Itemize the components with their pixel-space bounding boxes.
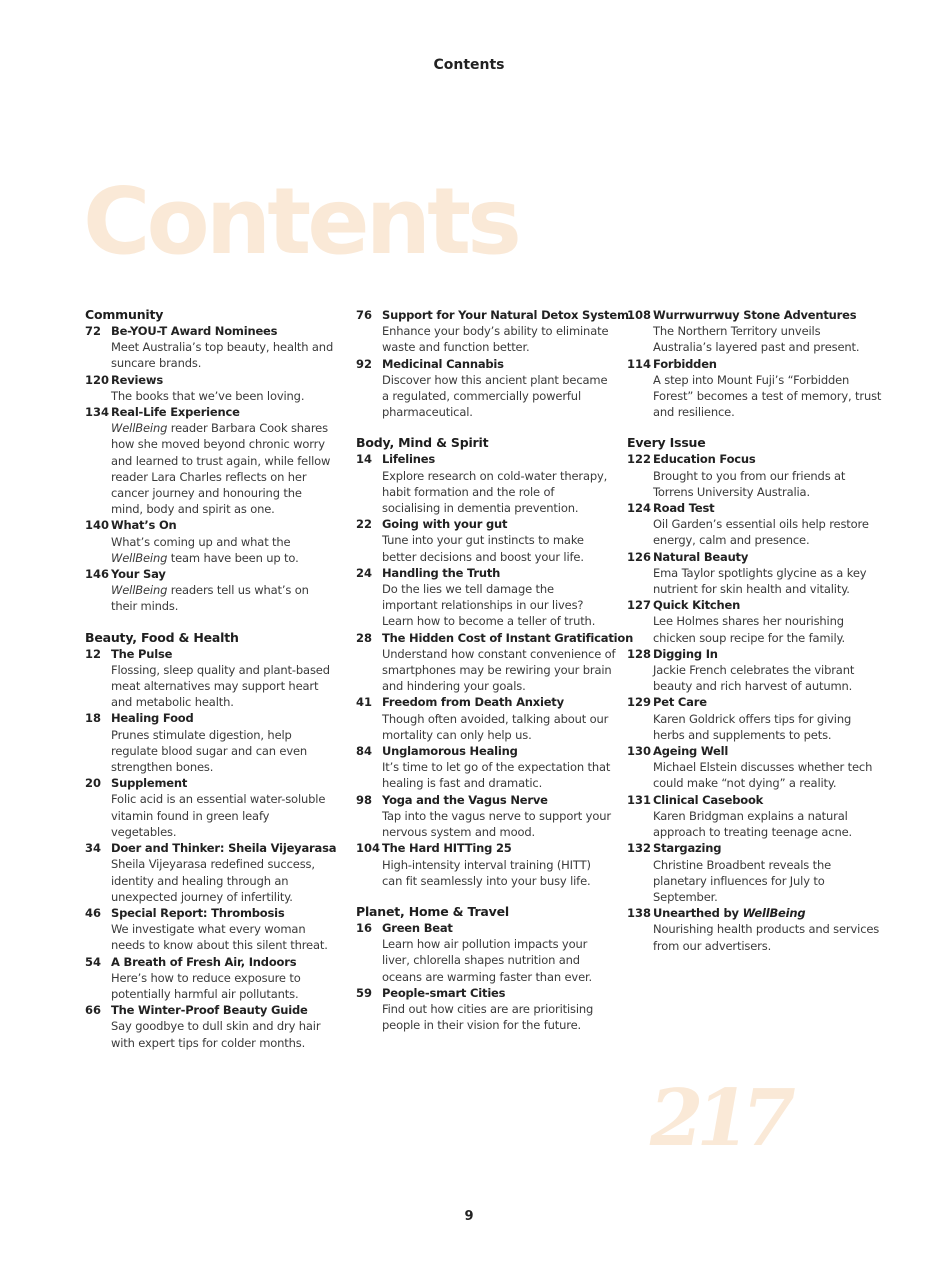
- entry-title: Digging In: [653, 646, 718, 661]
- entry-description: Learn how air pollution impacts your liver, chlorella shapes nutrition and oceans are warming faster than ever.: [382, 937, 593, 984]
- entry-page-number: 108: [627, 308, 652, 322]
- entry-title: Education Focus: [653, 452, 756, 467]
- contents-entry[interactable]: [356, 565, 611, 630]
- entry-description: Understand how constant convenience of smartphones may be rewiring your brain and hindering your goals.: [382, 646, 616, 694]
- entry-title: Lifelines: [382, 452, 435, 467]
- entry-page-number: 14: [356, 452, 373, 467]
- entry-page-number: 54: [85, 954, 102, 969]
- contents-entry[interactable]: [627, 743, 882, 792]
- entry-description: We investigate what every woman needs to know about this silent threat.: [111, 922, 328, 953]
- entry-description: High-intensity interval training (HITT) can fit seamlessly into your busy life.: [382, 857, 591, 888]
- entry-page-number: 46: [85, 905, 102, 920]
- entry-title: Going with your gut: [382, 517, 508, 532]
- contents-entry[interactable]: [85, 566, 335, 615]
- entry-title: Forbidden: [653, 356, 717, 371]
- contents-entry[interactable]: [356, 840, 611, 889]
- entry-description: The Northern Territory unveils Australia’s layered past and present.: [653, 324, 860, 355]
- entry-page-number: 72: [85, 324, 102, 338]
- entry-title: Medicinal Cannabis: [382, 356, 504, 371]
- entry-description: Meet Australia’s top beauty, health and suncare brands.: [111, 340, 334, 371]
- contents-entry[interactable]: [85, 1002, 335, 1051]
- contents-entry[interactable]: [356, 792, 611, 841]
- contents-entry[interactable]: [627, 307, 882, 356]
- contents-column-1: [85, 307, 335, 1066]
- entry-page-number: 146: [85, 567, 110, 582]
- entry-page-number: 20: [85, 776, 102, 791]
- entry-page-number: 120: [85, 372, 110, 387]
- entry-description: Tap into the vagus nerve to support your nervous system and mood.: [382, 808, 611, 840]
- entry-description: Brought to you from our friends at Torrens University Australia.: [653, 468, 846, 499]
- contents-entry[interactable]: [85, 840, 335, 905]
- entry-title: What’s On: [111, 518, 177, 533]
- entry-title: Natural Beauty: [653, 549, 749, 564]
- entry-title: Doer and Thinker: Sheila Vijeyarasa: [111, 841, 337, 856]
- entry-title: Green Beat: [382, 920, 453, 935]
- contents-entry[interactable]: [356, 516, 611, 565]
- entry-title: The Hidden Cost of Instant Gratification: [382, 630, 634, 645]
- entry-description: Explore research on cold-water therapy, habit formation and the role of socialising in dementia prevention.: [382, 468, 608, 516]
- contents-entry[interactable]: [627, 500, 882, 549]
- entry-title: Unglamorous Healing: [382, 744, 518, 759]
- entry-title: Yoga and the Vagus Nerve: [382, 792, 548, 807]
- entry-page-number: 59: [356, 985, 373, 1000]
- entry-description: Lee Holmes shares her nourishing chicken soup recipe for the family.: [653, 614, 846, 645]
- contents-entry[interactable]: [356, 920, 611, 985]
- entry-title: The Pulse: [111, 646, 173, 661]
- contents-column-2: [356, 307, 634, 1048]
- entry-page-number: 104: [356, 841, 381, 856]
- entry-title: A Breath of Fresh Air, Indoors: [111, 954, 297, 969]
- entry-title: Your Say: [111, 567, 166, 582]
- entry-description: Though often avoided, talking about our mortality can only help us.: [382, 711, 609, 742]
- entry-title: Supplement: [111, 776, 188, 791]
- entry-description: Sheila Vijeyarasa redefined success, identity and healing through an unexpected journey of infertility.: [111, 857, 315, 904]
- contents-entry[interactable]: [627, 840, 882, 905]
- contents-section: [627, 435, 882, 953]
- entry-description: Folic acid is an essential water-soluble vitamin found in green leafy vegetables.: [111, 792, 326, 839]
- entry-description: Ema Taylor spotlights glycine as a key nutrient for skin health and vitality.: [653, 565, 867, 597]
- entry-description: Discover how this ancient plant became a regulated, commercially powerful pharmaceutical.: [382, 372, 608, 420]
- contents-entry[interactable]: [627, 549, 882, 598]
- entry-description: Nourishing health products and services from our advertisers.: [653, 922, 880, 953]
- contents-entry[interactable]: [627, 451, 882, 500]
- entry-description: What’s coming up and what the WellBeing team have been up to.: [111, 534, 299, 565]
- entry-page-number: 92: [356, 356, 373, 371]
- contents-column-3: [627, 307, 882, 969]
- entry-title: Handling the Truth: [382, 565, 501, 580]
- entry-title: Be-YOU-T Award Nominees: [111, 324, 278, 338]
- entry-description: Say goodbye to dull skin and dry hair with expert tips for colder months.: [111, 1019, 321, 1050]
- entry-title: Special Report: Thrombosis: [111, 905, 285, 920]
- entry-title: Stargazing: [653, 841, 722, 856]
- entry-page-number: 98: [356, 792, 373, 807]
- entry-page-number: 22: [356, 517, 373, 532]
- entry-description: Find out how cities are are prioritising people in their vision for the future.: [382, 1001, 594, 1033]
- entry-page-number: 129: [627, 695, 652, 710]
- entry-title: Reviews: [111, 372, 163, 387]
- contents-entry[interactable]: [356, 356, 611, 421]
- entry-page-number: 138: [627, 906, 652, 921]
- contents-entry[interactable]: [85, 517, 335, 566]
- contents-entry[interactable]: [85, 323, 335, 372]
- entry-page-number: 12: [85, 646, 102, 661]
- entry-description: Here’s how to reduce exposure to potentially harmful air pollutants.: [111, 970, 301, 1001]
- entry-description: Prunes stimulate digestion, help regulate blood sugar and can even strengthen bones.: [111, 727, 308, 775]
- entry-description: Flossing, sleep quality and plant-based meat alternatives may support heart and metabolic health.: [111, 662, 330, 710]
- contents-entry[interactable]: [356, 451, 611, 516]
- entry-page-number: 24: [356, 565, 373, 580]
- entry-title: People-smart Cities: [382, 985, 506, 1000]
- entry-description: Jackie French celebrates the vibrant beauty and rich harvest of autumn.: [653, 663, 855, 694]
- contents-entry[interactable]: [627, 356, 882, 421]
- entry-description: Michael Elstein discusses whether tech could make “not dying” a reality.: [653, 760, 873, 791]
- entry-page-number: 34: [85, 841, 102, 856]
- contents-entry[interactable]: [627, 905, 882, 954]
- entry-title: Road Test: [653, 501, 715, 516]
- issue-number-emblem: 217: [641, 1073, 796, 1164]
- entry-page-number: 76: [356, 308, 373, 322]
- entry-description: WellBeing readers tell us what’s on their minds.: [111, 583, 309, 614]
- contents-section: [85, 630, 335, 1051]
- entry-description: WellBeing reader Barbara Cook shares how she moved beyond chronic worry and learned to trust again, while fellow reader Lara Charles reflects on her cancer journey and honouring the mind, body and spirit as one.: [111, 421, 331, 517]
- page-title: Contents: [83, 168, 518, 275]
- contents-entry[interactable]: [356, 985, 611, 1034]
- entry-page-number: 16: [356, 920, 373, 935]
- entry-description: Tune into your gut instincts to make better decisions and boost your life.: [382, 533, 584, 564]
- section-heading: Beauty, Food & Health: [85, 629, 239, 645]
- section-heading: Every Issue: [627, 435, 706, 451]
- entry-page-number: 84: [356, 744, 373, 759]
- contents-entry[interactable]: [627, 694, 882, 743]
- entry-page-number: 28: [356, 630, 373, 645]
- section-heading: Community: [85, 307, 164, 322]
- section-heading: Body, Mind & Spirit: [356, 435, 489, 451]
- contents-entry[interactable]: [85, 775, 335, 840]
- contents-section: [627, 307, 882, 420]
- contents-entry[interactable]: [85, 710, 335, 775]
- running-header: Contents: [433, 57, 505, 73]
- contents-section: [356, 307, 629, 420]
- entry-title: Healing Food: [111, 711, 194, 726]
- entry-title: Clinical Casebook: [653, 792, 764, 807]
- entry-title: The Hard HITTing 25: [382, 841, 512, 856]
- entry-page-number: 18: [85, 711, 102, 726]
- entry-description: Oil Garden’s essential oils help restore energy, calm and presence.: [653, 517, 869, 548]
- page-number: 9: [464, 1209, 474, 1224]
- entry-title: Ageing Well: [653, 744, 729, 759]
- entry-description: Christine Broadbent reveals the planetary influences for July to September.: [653, 857, 832, 904]
- entry-page-number: 128: [627, 646, 652, 661]
- entry-title: Freedom from Death Anxiety: [382, 695, 564, 710]
- entry-description: Enhance your body’s ability to eliminate waste and function better.: [382, 324, 609, 355]
- contents-entry[interactable]: [85, 646, 335, 711]
- entry-title: Unearthed by WellBeing: [653, 906, 806, 921]
- contents-entry[interactable]: [627, 646, 882, 695]
- entry-description: Karen Bridgman explains a natural approach to treating teenage acne.: [653, 808, 853, 840]
- entry-page-number: 126: [627, 549, 652, 564]
- entry-title: Wurrwurrwuy Stone Adventures: [653, 308, 857, 322]
- contents-entry[interactable]: [356, 743, 611, 792]
- entry-title: Real-Life Experience: [111, 405, 240, 420]
- contents-section: [356, 435, 634, 888]
- entry-description: Do the lies we tell damage the important relationships in our lives? Learn how to become a teller of truth.: [382, 582, 596, 629]
- entry-page-number: 66: [85, 1003, 102, 1018]
- entry-title: Support for Your Natural Detox System: [382, 308, 629, 322]
- contents-entry[interactable]: [85, 372, 335, 404]
- contents-entry[interactable]: [356, 694, 611, 743]
- entry-description: A step into Mount Fuji’s “Forbidden Forest” becomes a test of memory, trust and resilience.: [653, 372, 882, 420]
- entry-description: It’s time to let go of the expectation that healing is fast and dramatic.: [382, 760, 611, 791]
- entry-title: Quick Kitchen: [653, 598, 741, 613]
- contents-section: [356, 904, 611, 1033]
- section-heading: Planet, Home & Travel: [356, 903, 509, 919]
- entry-page-number: 127: [627, 598, 652, 613]
- contents-entry[interactable]: [85, 954, 335, 1003]
- contents-entry[interactable]: [85, 905, 335, 954]
- contents-entry[interactable]: [627, 792, 882, 841]
- entry-page-number: 122: [627, 452, 652, 467]
- entry-description: Karen Goldrick offers tips for giving herbs and supplements to pets.: [653, 711, 852, 742]
- entry-description: The books that we’ve been loving.: [111, 388, 305, 403]
- contents-entry[interactable]: [85, 404, 335, 517]
- entry-page-number: 134: [85, 405, 110, 420]
- entry-page-number: 131: [627, 792, 652, 807]
- entry-title: The Winter-Proof Beauty Guide: [111, 1003, 308, 1018]
- contents-section: [85, 307, 335, 615]
- entry-page-number: 130: [627, 744, 652, 759]
- entry-page-number: 124: [627, 501, 652, 516]
- entry-page-number: 41: [356, 695, 373, 710]
- entry-page-number: 114: [627, 356, 652, 371]
- contents-entry[interactable]: [356, 630, 634, 695]
- entry-title: Pet Care: [653, 695, 707, 710]
- contents-entry[interactable]: [356, 307, 629, 356]
- entry-page-number: 132: [627, 841, 652, 856]
- entry-page-number: 140: [85, 518, 110, 533]
- contents-entry[interactable]: [627, 597, 882, 646]
